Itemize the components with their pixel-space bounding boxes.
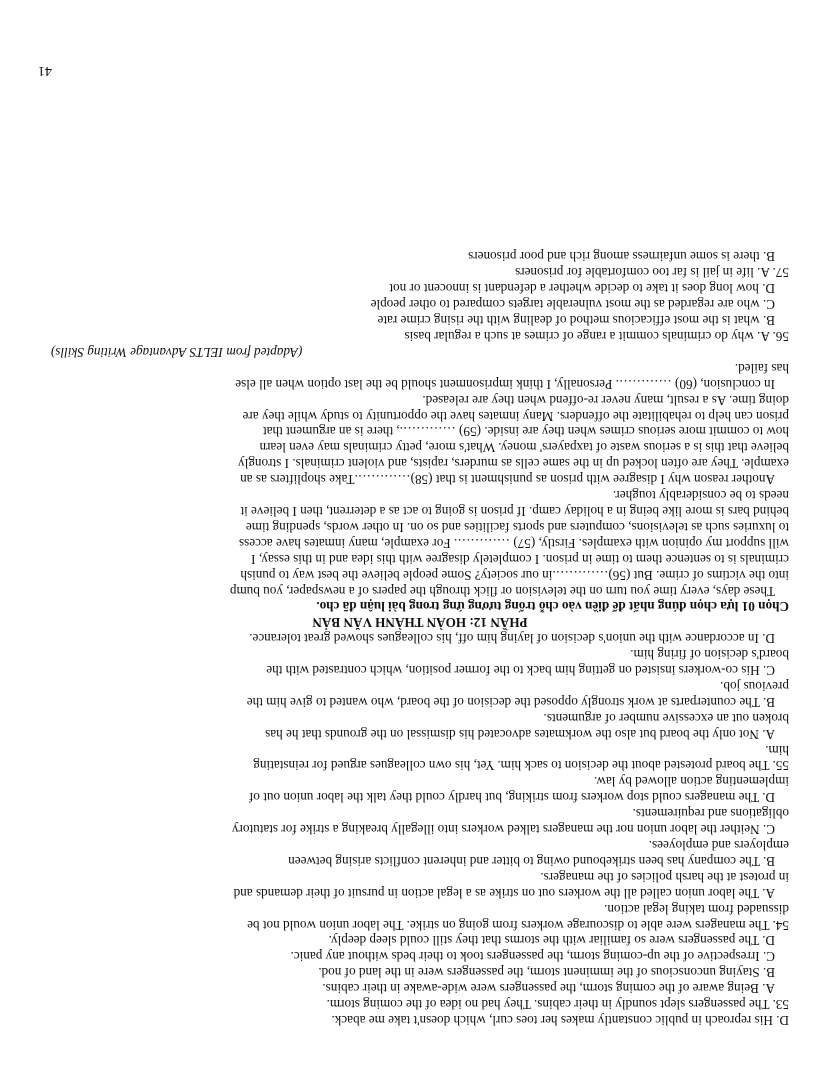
passage-line: These days, every time you turn on the television or flick through the papers of a newspaper, you bump (229, 583, 775, 599)
q53-option-b: B. Staying unconscious of the imminent storm, the passengers were in the land of nod. (318, 965, 775, 981)
passage-line: doing time. As a result, many never re-offend when they are released. (422, 392, 789, 408)
q54-option-a-line-2: in protest at the harsh policies of the managers. (540, 869, 789, 885)
q57-option-b: B. there is some unfairness among rich and poor prisoners (468, 249, 775, 265)
q53-option-c: C. Irrespective of the up-coming storm, the passengers took to their beds without any panic. (290, 949, 775, 965)
passage-source: (Adapted from IELTS Advantage Writing Skills) (51, 344, 303, 360)
q55-option-a-line-2: broken out an excessive number of arguments. (543, 710, 789, 726)
q54-option-b-line-1: B. The company has been strikebound owing to bitter and inherent conflicts arising between (288, 853, 775, 869)
q55-option-b-line-2: previous job. (720, 678, 789, 694)
passage-line: behind bars is more like being in a holiday camp. If prison is going to act as a deterrent, then I believe it (240, 504, 789, 519)
passage-line: In conclusion, (60) …………. Personally, I think imprisonment should be the last option when all else (235, 376, 775, 392)
section-heading: PHẦN 12: HOÀN THÀNH VĂN BẢN (312, 615, 528, 631)
q53-option-d: D. The passengers were so familiar with the storms that they still could sleep deeply. (328, 933, 775, 949)
document-body (51, 249, 789, 1028)
passage-line: example. They are often locked up in the same cells as murders, rapists, and violent criminals. I strongly (238, 456, 789, 472)
passage-line: will support my opinion with examples. Firstly, (57) …………. For example, many inmates have access (239, 535, 789, 551)
passage-line: to luxuries such as televisions, computers and sports facilities and so on. In other words, spending time (245, 519, 789, 535)
passage-line: Another reason why I disagree with prison as punishment is that (58)………….Take shoplifters as an (240, 472, 775, 488)
q54-stem-line-2: dissuaded from taking legal action. (604, 901, 789, 917)
passage-line: how to commit more serious crimes when they are inside. (59) …………., there is an argument that (262, 424, 789, 440)
passage-paragraph-3 (51, 360, 789, 392)
q56-option-a: 56. A. why do criminals commit a range of crimes at such a regular basis (404, 329, 789, 345)
passage-line: into the victims of crime. But (56)………….in our society? Some people believe the best way to punish (240, 567, 789, 583)
q54-option-a-line-1: A. The labor union called all the workers out on strike as a legal action in pursuit of their demands and (233, 885, 775, 901)
q53-stem: 53. The passengers slept soundly in their cabins. They had no idea of the coming storm. (326, 997, 789, 1013)
passage-line: has failed. (734, 360, 789, 376)
passage-line: believe that this is a serious waste of taxpayers' money. What's more, petty criminals may even learn (259, 440, 789, 456)
q54-option-c-line-1: C. Neither the labor union nor the managers talked workers into illegally breaking a strike for statutory (231, 822, 775, 838)
q55-option-c-line-1: C. His co-workers insisted on getting him back to the former position, which contrasted with the (266, 663, 775, 679)
passage-line: needs to be considerably tougher. (612, 488, 789, 504)
q55-option-b-line-1: B. The counterparts at work strongly opposed the decision of the board, who wanted to give him the (246, 694, 775, 710)
passage-paragraph-2 (51, 392, 789, 487)
passage-line: criminals is to sentence them to time in prison. I completely disagree with this idea and in this essay, I (251, 551, 789, 567)
q56-option-c: C. who are regarded as the most vulnerable targets compared to other people (370, 297, 775, 313)
q54-option-c-line-2: obligations and requirements. (632, 806, 789, 822)
q52-option-d: D. His reproach in public constantly makes her toes curl, which doesn't take me aback. (331, 1013, 789, 1028)
q56-option-b: B. what is the most efficacious method of dealing with the rising crime rate (377, 313, 775, 329)
q53-option-a: A. Being aware of the coming storm, the passengers were wide-awake in their cabins. (322, 981, 775, 997)
q57-option-a: 57. A. life in jail is far too comfortable for prisoners (515, 265, 789, 281)
passage-paragraph-1 (51, 487, 789, 598)
q55-option-c-line-2: board's decision of firing him. (630, 647, 789, 663)
q55-stem-line-1: 55. The board protested about the decision to sack him. Yet, his own colleagues argued for reinstating (253, 758, 789, 774)
q55-stem-line-2: him. (765, 742, 789, 758)
q54-option-d-line-1: D. The managers could stop workers from striking, but hardly could they talk the labor union out of (248, 790, 775, 806)
q56-option-d: D. how long does it take to decide whether a defendant is innocent or not (389, 281, 775, 297)
q54-option-b-line-2: employers and employees. (648, 838, 789, 854)
q55-option-d: D. In accordance with the union's decision of laying him off, his colleagues showed great tolerance. (249, 631, 775, 647)
q54-stem-line-1: 54. The managers were able to discourage workers from going on strike. The labor union would not be (247, 917, 789, 933)
page-number: 41 (38, 63, 52, 78)
passage-line: prison can help to rehabilitate the offenders. Many inmates have the opportunity to study while they are (242, 408, 789, 424)
q55-option-a-line-1: A. Not only the board but also the workmates advocated his dismissal on the grounds that he has (265, 726, 775, 742)
section-instruction: Chọn 01 lựa chọn đúng nhất để điền vào chỗ trống tương ứng trong bài luận đã cho. (316, 599, 789, 615)
q54-option-d-line-2: implementing action allowed by law. (593, 774, 789, 790)
